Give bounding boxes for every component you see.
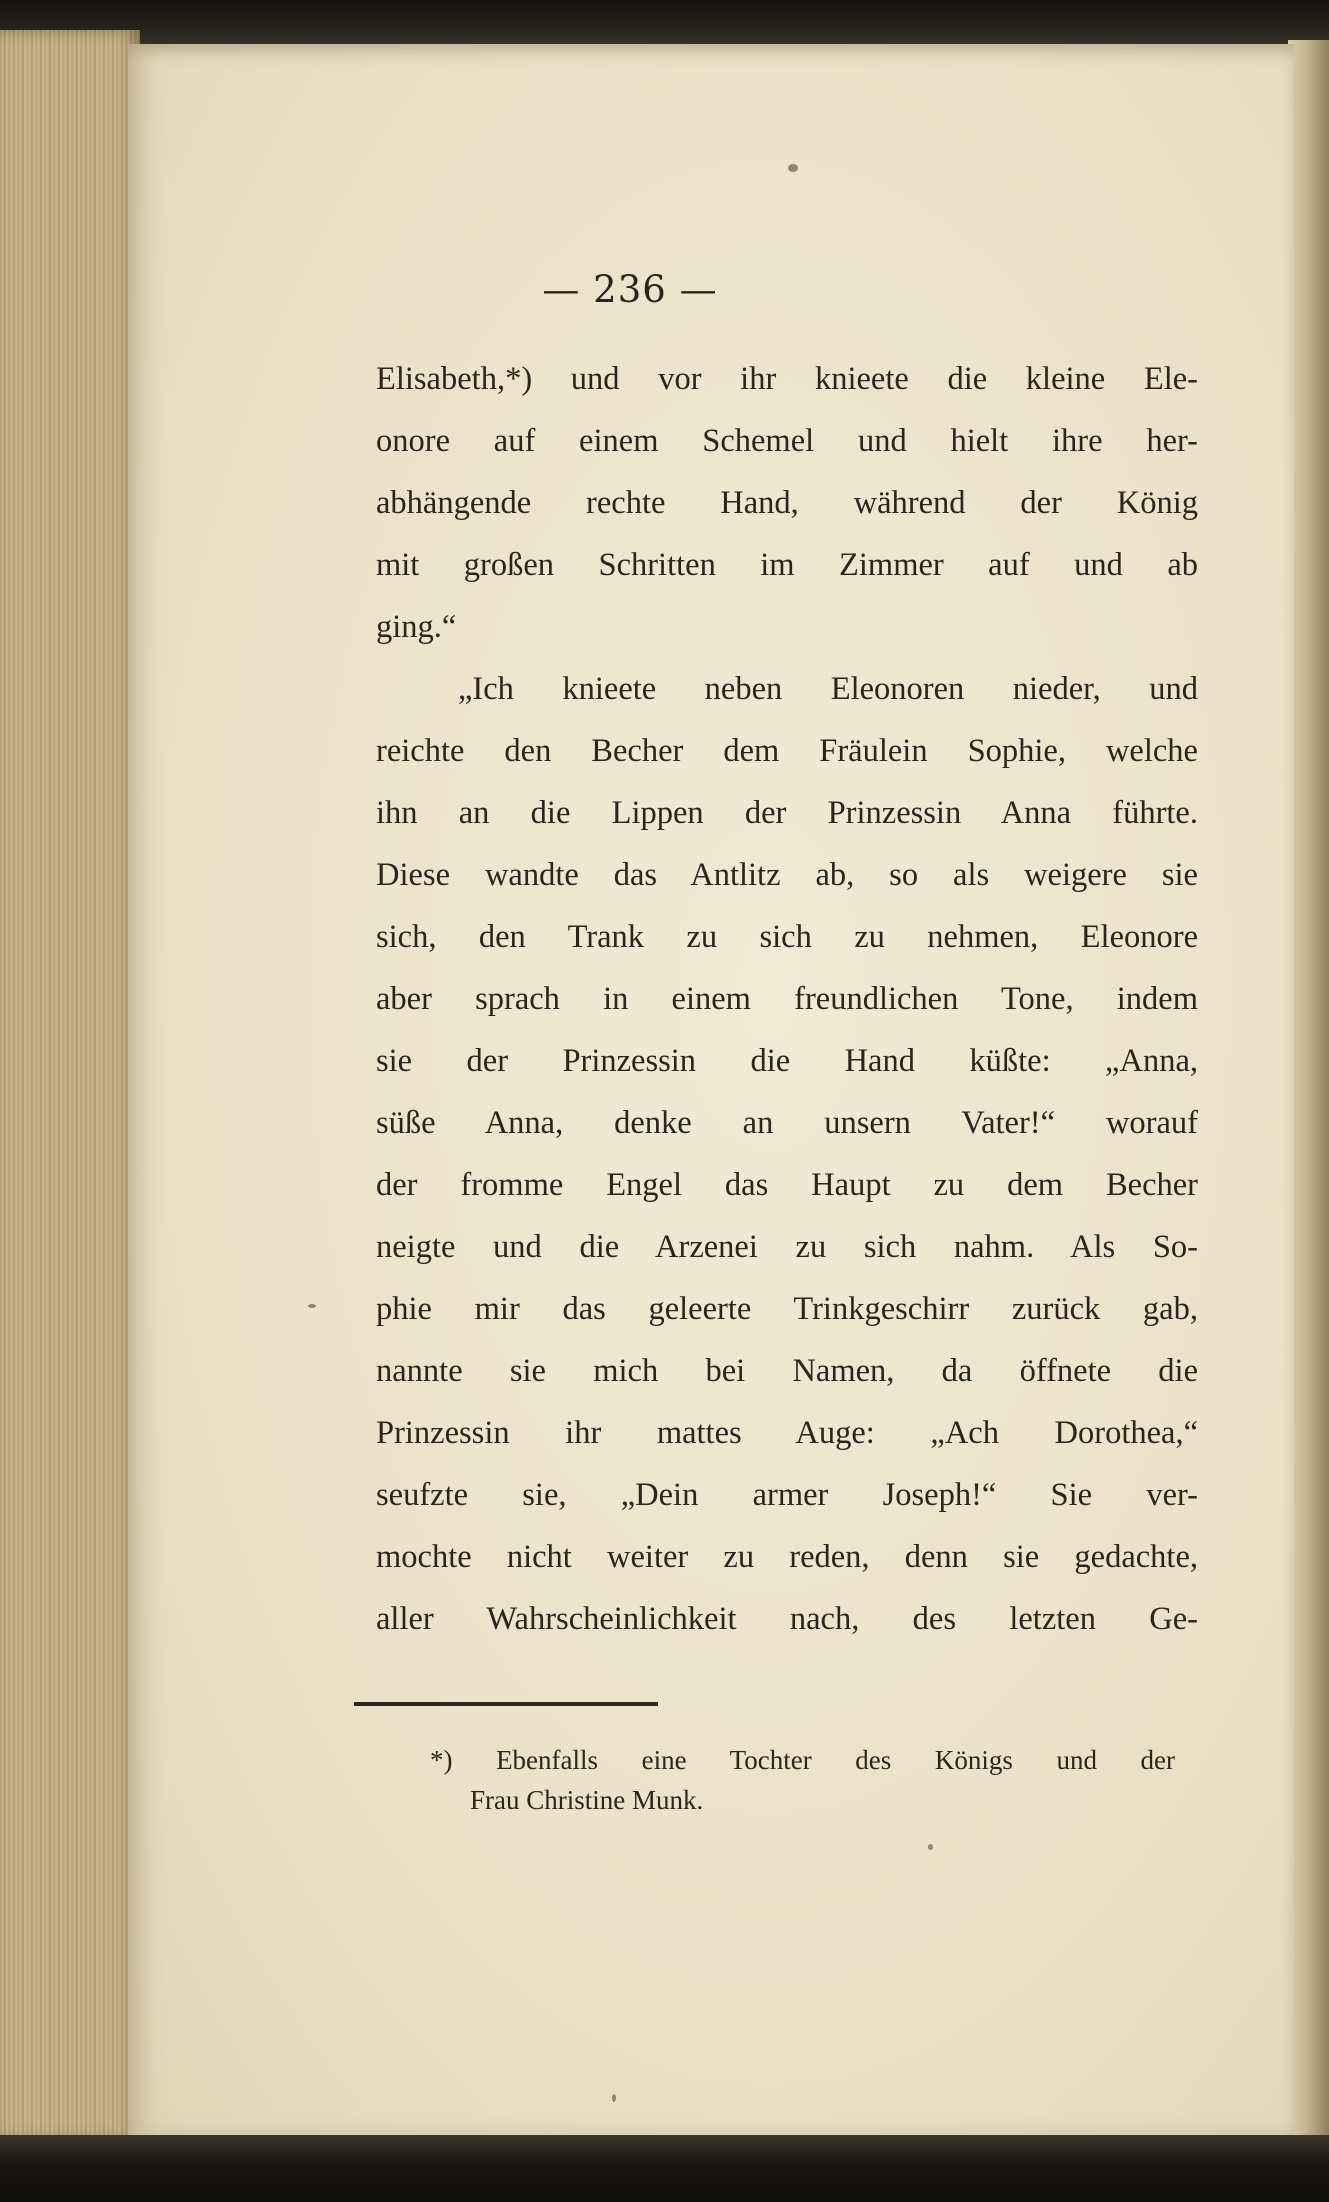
text-line: sich, den Trank zu sich zu nehmen, Eleonore [376,919,1198,955]
text-line: onore auf einem Schemel und hielt ihre her- [376,423,1198,459]
paper-speck [308,1304,316,1308]
text-line: süße Anna, denke an unsern Vater!“ worauf [376,1105,1198,1141]
text-line: Elisabeth,*) und vor ihr knieete die kleine Ele- [376,361,1198,397]
text-line: mit großen Schritten im Zimmer auf und ab [376,547,1198,583]
text-line: Diese wandte das Antlitz ab, so als weigere sie [376,857,1198,893]
footnote [430,1740,1175,1820]
text-line: aller Wahrscheinlichkeit nach, des letzten Ge- [376,1601,1198,1637]
footnote-line: *) Ebenfalls eine Tochter des Königs und der [430,1745,1175,1775]
text-line: der fromme Engel das Haupt zu dem Becher [376,1167,1198,1203]
paper-speck [788,164,798,172]
text-line: Prinzessin ihr mattes Auge: „Ach Dorothea,“ [376,1415,1198,1451]
text-line: „Ich knieete neben Eleonoren nieder, und [458,671,1198,707]
text-line: ihn an die Lippen der Prinzessin Anna führte. [376,795,1198,831]
text-line: phie mir das geleerte Trinkgeschirr zurück gab, [376,1291,1198,1327]
paper-speck [612,2094,616,2102]
page-number: — 236 — [542,268,718,311]
text-line: seufzte sie, „Dein armer Joseph!“ Sie ver- [376,1477,1198,1513]
text-line: aber sprach in einem freundlichen Tone, indem [376,981,1198,1017]
scan-background-bottom [0,2135,1329,2202]
text-line: abhängende rechte Hand, während der König [376,485,1198,521]
scan-background-top [0,0,1329,48]
text-line: nannte sie mich bei Namen, da öffnete die [376,1353,1198,1389]
paper-speck [928,1844,933,1850]
body-text [376,348,1198,1650]
text-line: neigte und die Arzenei zu sich nahm. Als So- [376,1229,1198,1265]
footnote-divider [354,1702,658,1706]
footnote-line: Frau Christine Munk. [470,1785,704,1815]
book-right-edge [1288,40,1329,2140]
text-line: ging.“ [376,609,457,645]
text-line: sie der Prinzessin die Hand küßte: „Anna, [376,1043,1198,1079]
text-line: reichte den Becher dem Fräulein Sophie, welche [376,733,1198,769]
book-page-edges [0,30,140,2140]
text-line: mochte nicht weiter zu reden, denn sie gedachte, [376,1539,1198,1575]
